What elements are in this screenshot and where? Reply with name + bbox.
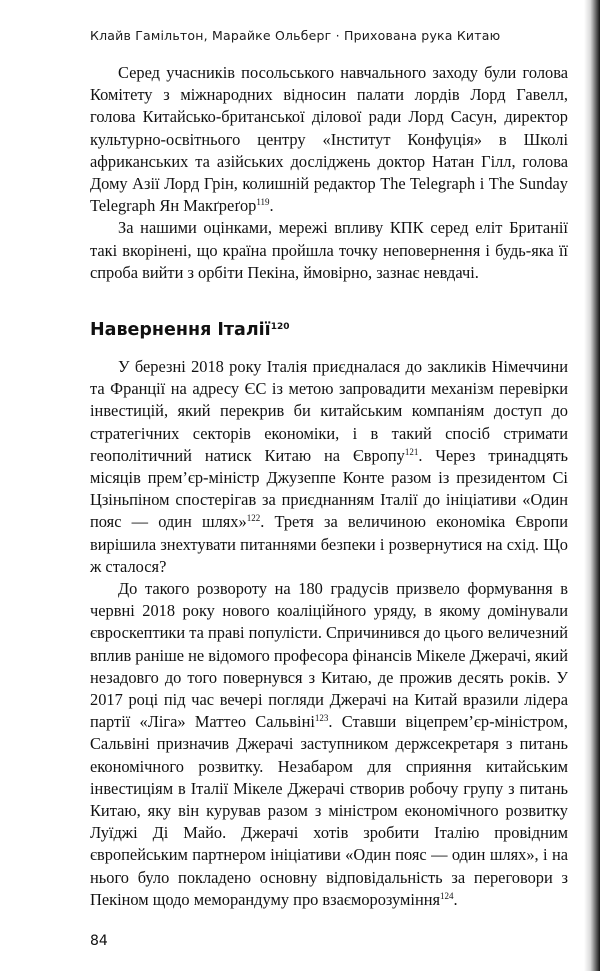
paragraph-ccp-influence: За нашими оцінками, мережі впливу КПК серед еліт Британії такі вкорінені, що країна пройшла точку неповернення і будь-яка її спроба вийти з орбіти Пекіна, ймовірно, зазнає невдачі. xyxy=(90,218,568,282)
paragraph-text: До такого розвороту на 180 градусів призвело формування в червні 2018 року нового коаліційного уряду, в якому домінували євроскептики та праві популісти. Спричинився до цього величезний вплив раніше не відомого професора фінансів Мікеле Джерачі, який незадовго до того повернувся з Китаю, де прожив десять років. У 2017 році під час вечері погляди Джерачі на Китай вразили лідера партії «Ліга» Маттео Сальвіні xyxy=(90,579,569,732)
paragraph-event-participants xyxy=(90,62,568,217)
footnote-ref: 121 xyxy=(404,446,419,457)
paragraph-text: . xyxy=(269,196,274,216)
paragraph-geraci xyxy=(90,578,568,911)
book-spine-shadow xyxy=(584,0,600,971)
paragraph-text: . xyxy=(453,889,458,909)
text-block-bottom xyxy=(90,356,568,911)
paragraph-text: . Через тринадцять місяців прем’єр-міністр Джузеппе Конте разом із президентом Сі Цзіньпіном спостерігав за приєднанням Італії до ініціативи «Один пояс — один шлях» xyxy=(90,445,568,532)
paragraph-text: . Третя за величиною економіка Європи вирішила знехтувати питаннями безпеки і розвернутися на схід. Що ж сталося? xyxy=(90,512,568,576)
paragraph-text: . Ставши віцепрем’єр-міністром, Сальвіні призначив Джерачі заступником держсекретаря з питань економічного розвитку. Незабаром для сприяння китайським інвестиціям в Італії Мікеле Джерачі створив робочу групу з питань Китаю, яку він курував разом з міністром економічного розвитку Луїджі Ді Майо. Джерачі хотів зробити Італію провідним європейським партнером ініціативи «Один пояс — один шлях», і на нього було покладено основну відповідальність за переговори з Пекіном щодо меморандуму про взаєморозуміння xyxy=(90,712,568,909)
footnote-ref: 123 xyxy=(314,713,329,724)
section-heading-text: Навернення Італії xyxy=(90,320,271,340)
footnote-ref: 119 xyxy=(256,197,270,208)
footnote-ref: 124 xyxy=(440,890,454,901)
footnote-ref: 120 xyxy=(270,322,290,332)
running-header: Клайв Гамільтон, Марайке Ольберг · Прихована рука Китаю xyxy=(90,28,501,43)
paragraph-italy-march-2018 xyxy=(90,356,568,578)
page-number: 84 xyxy=(90,933,108,949)
paragraph-text: У березні 2018 року Італія приєдналася до закликів Німеччини та Франції на адресу ЄС із метою запровадити механізм перевірки інвестицій, який перекрив би китайським компаніям доступ до стратегічних секторів економіки, і в такий спосіб стримати геополітичний натиск Китаю на Європу xyxy=(90,357,568,465)
section-heading xyxy=(90,320,289,340)
footnote-ref: 122 xyxy=(246,513,261,524)
paragraph-text: Серед учасників посольського навчального заходу були голова Комітету з міжнародних відносин палати лордів Лорд Гавелл, голова Китайсько-британської ділової ради Лорд Сасун, директор культурно-освітнього центру «Інститут Конфуція» в Школі африканських та азійських досліджень доктор Натан Гілл, голова Дому Азії Лорд Грін, колишній редактор The Telegraph і The Sunday Telegraph Ян Макґреґор xyxy=(90,63,568,216)
text-block-top xyxy=(90,62,568,284)
